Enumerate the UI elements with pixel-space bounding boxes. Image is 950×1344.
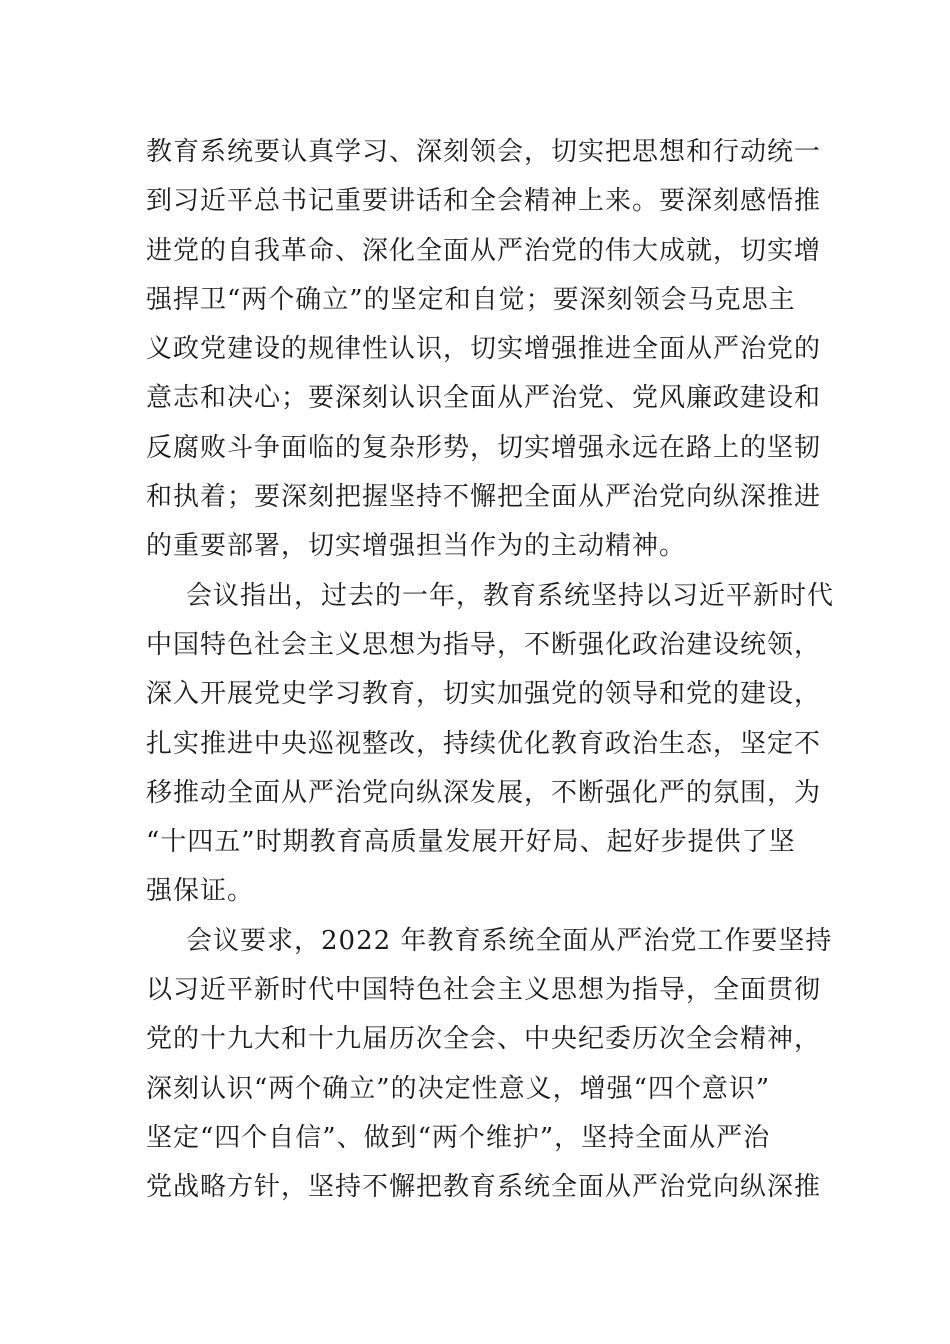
text-line: 扎实推进中央巡视整改，持续优化教育政治生态，坚定不: [146, 728, 822, 759]
text-line: 意志和决心；要深刻认识全面从严治党、党风廉政建设和: [146, 383, 822, 414]
text-line: 以习近平新时代中国特色社会主义思想为指导，全面贯彻: [146, 975, 822, 1006]
text-line: 移推动全面从严治党向纵深发展，不断强化严的氛围，为: [146, 777, 822, 808]
paragraph-start-line: 会议要求，2022 年教育系统全面从严治党工作要坚持: [186, 925, 833, 956]
text-line: 党战略方针，坚持不懈把教育系统全面从严治党向纵深推: [146, 1172, 822, 1203]
text-line: 反腐败斗争面临的复杂形势，切实增强永远在路上的坚韧: [146, 432, 822, 463]
text-line: 教育系统要认真学习、深刻领会，切实把思想和行动统一: [146, 137, 822, 167]
paragraph-start-line: 会议指出，过去的一年，教育系统坚持以习近平新时代: [186, 580, 835, 611]
text-line: 的重要部署，切实增强担当作为的主动精神。: [146, 531, 687, 562]
text-line: 坚定“四个自信”、做到“两个维护”，坚持全面从严治: [146, 1122, 771, 1153]
text-line: 义政党建设的规律性认识，切实增强推进全面从严治党的: [146, 334, 822, 365]
text-line: 党的十九大和十九届历次全会、中央纪委历次全会精神，: [146, 1024, 822, 1055]
text-line: 和执着；要深刻把握坚持不懈把全面从严治党向纵深推进: [146, 482, 822, 513]
text-line: 到习近平总书记重要讲话和全会精神上来。要深刻感悟推: [146, 186, 822, 217]
body-text: [146, 128, 835, 1213]
text-line: 深入开展党史学习教育，切实加强党的领导和党的建设，: [146, 679, 822, 710]
text-line: 深刻认识“两个确立”的决定性意义，增强“四个意识”: [146, 1073, 771, 1104]
text-line: 中国特色社会主义思想为指导，不断强化政治建设统领，: [146, 629, 822, 660]
text-line: 强保证。: [146, 876, 255, 907]
text-line: “十四五”时期教育高质量发展开好局、起好步提供了坚: [146, 827, 796, 858]
text-line: 强捍卫“两个确立”的坚定和自觉；要深刻领会马克思主: [146, 284, 796, 315]
text-line: 进党的自我革命、深化全面从严治党的伟大成就，切实增: [146, 235, 822, 266]
